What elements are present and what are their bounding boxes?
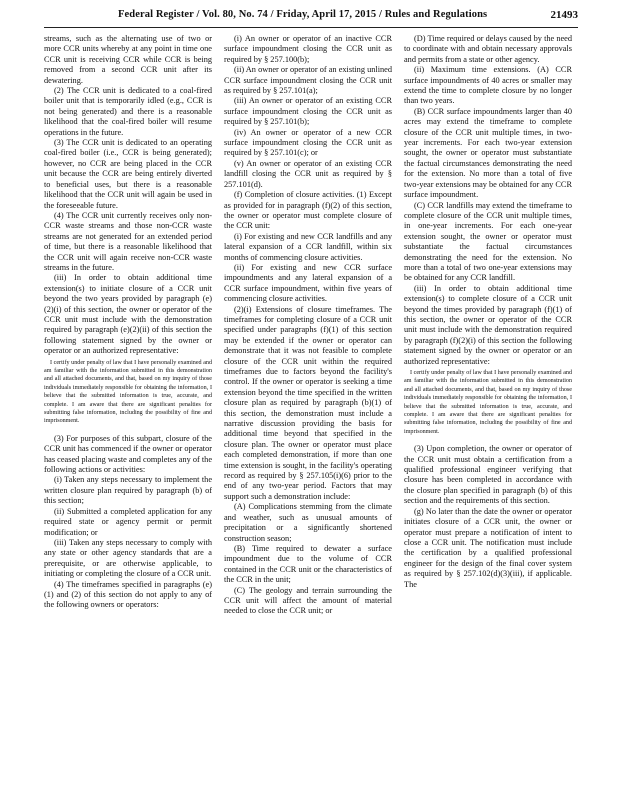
column-2 [224, 34, 392, 617]
paragraph: (iii) An owner or operator of an existing CCR surface impoundment closing the CCR unit as required by § 257.101(b); [224, 96, 392, 127]
page-number: 21493 [550, 9, 578, 21]
paragraph: (B) Time required to dewater a surface impoundment due to the volume of CCR contained in the CCR unit or the characteristics of the CCR in the unit; [224, 543, 392, 585]
paragraph: (iii) In order to obtain additional time extension(s) to initiate closure of a CCR unit beyond the two years provided by paragraph (e)(2)(i) of this section, the owner or operator of the CCR unit must include with the demonstration required by paragraph (e)(2)(ii) of this section the following statement signed by the owner or operator or an authorized representative: [44, 273, 212, 356]
paragraph: streams, such as the alternating use of two or more CCR units whereby at any point in time one CCR unit is receiving CCR while CCR is being removed from a second CCR unit after its dewatering. [44, 34, 212, 85]
paragraph: (v) An owner or operator of an existing CCR landfill closing the CCR unit as required by § 257.101(d). [224, 158, 392, 189]
paragraph: (i) For existing and new CCR landfills and any lateral expansion of a CCR landfill, within six months of commencing closure activities. [224, 231, 392, 262]
paragraph: (2)(i) Extensions of closure timeframes. The timeframes for completing closure of a CCR unit specified under paragraphs (f)(1) of this section may be extended if the owner or operator can demonstrate that it was not feasible to complete closure of the CCR unit within the required timeframes due to factors beyond the facility's control. If the owner or operator is seeking a time extension beyond the time specified in the written closure plan as required by paragraph (b)(1) of this section, the demonstration must include a narrative discussion providing the basis for additional time beyond that specified in the closure plan. The owner or operator must place each completed demonstration, if more than one time extension is sought, in the facility's operating record as required by § 257.105(i)(6) prior to the end of any two-year period. Factors that may support such a demonstration include: [224, 304, 392, 501]
paragraph: (C) The geology and terrain surrounding the CCR unit will affect the amount of material needed to close the CCR unit; or [224, 585, 392, 616]
paragraph: (4) The CCR unit currently receives only non-CCR waste streams and those non-CCR waste streams are not generated for an extended period of time, but there is a reasonable likelihood that the CCR unit will again receive non-CCR waste streams in the future. [44, 210, 212, 272]
paragraph: (ii) An owner or operator of an existing unlined CCR surface impoundment closing the CCR unit as required by § 257.101(a); [224, 65, 392, 96]
paragraph: (iii) In order to obtain additional time extension(s) to complete closure of a CCR unit beyond the times provided by paragraph (f)(1) of this section, the owner or operator of the CCR unit must include with the demonstration required by paragraph (f)(2)(i) of this section the following statement signed by the owner or operator or an authorized representative: [404, 283, 572, 366]
paragraph: (D) Time required or delays caused by the need to coordinate with and obtain necessary approvals and permits from a state or other agency. [404, 34, 572, 64]
paragraph: (iii) Taken any steps necessary to comply with any state or other agency standards that are a prerequisite, or are otherwise applicable, to initiating or completing the closure of a CCR unit. [44, 537, 212, 579]
paragraph: (ii) Maximum time extensions. (A) CCR surface impoundments of 40 acres or smaller may extend the time to complete closure by no longer than two years. [404, 65, 572, 106]
column-1 [44, 34, 212, 611]
paragraph: (ii) For existing and new CCR surface impoundments and any lateral expansion of a CCR surface impoundment, within five years of commencing closure activities. [224, 262, 392, 304]
paragraph: (2) The CCR unit is dedicated to a coal-fired boiler unit that is temporarily idled (e.g., CCR is not being generated) and there is a reasonable likelihood that the coal-fired boiler will resume operations in the future. [44, 86, 212, 137]
paragraph: (3) The CCR unit is dedicated to an operating coal-fired boiler (i.e., CCR is being generated); however, no CCR are being placed in the CCR unit because the CCR are being entirely diverted to beneficial uses, but there is a reasonable likelihood that the CCR unit will again be used in the foreseeable future. [44, 138, 212, 210]
paragraph: (C) CCR landfills may extend the timeframe to complete closure of the CCR unit multiple times, in one-year increments. For each one-year extension sought, the owner or operator must substantiate the factual circumstances demonstrating the need for the extension. No more than a total of two one-year extensions may be obtained for any CCR landfill. [404, 200, 572, 283]
paragraph: (3) For purposes of this subpart, closure of the CCR unit has commenced if the owner or operator has ceased placing waste and completes any of the following actions or activities: [44, 433, 212, 475]
paragraph: (f) Completion of closure activities. (1) Except as provided for in paragraph (f)(2) of this section, the owner or operator must complete closure of the CCR unit: [224, 190, 392, 231]
paragraph: (4) The timeframes specified in paragraphs (e)(1) and (2) of this section do not apply to any of the following owners or operators: [44, 579, 212, 610]
paragraph: (3) Upon completion, the owner or operator of the CCR unit must obtain a certification from a qualified professional engineer verifying that closure has been completed in accordance with the closure plan specified in paragraph (b) of this section and the requirements of this section. [404, 444, 572, 506]
paragraph: (ii) Submitted a completed application for any required state or agency permit or permit modification; or [44, 506, 212, 537]
paragraph: (A) Complications stemming from the climate and weather, such as unusual amounts of precipitation or a significantly shortened construction season; [224, 502, 392, 543]
header-rule [44, 27, 578, 28]
certification-statement: I certify under penalty of law that I have personally examined and am familiar with the information submitted in this demonstration and all attached documents, and that, based on my inquiry of those individuals immediately responsible for obtaining the information, I believe that the submitted information is true, accurate, and complete. I am aware that there are significant penalties for submitting false information, including the possibility of fine and imprisonment. [404, 370, 572, 435]
running-head: Federal Register / Vol. 80, No. 74 / Friday, April 17, 2015 / Rules and Regulations [118, 9, 488, 20]
certification-statement: I certify under penalty of law that I have personally examined and am familiar with the information submitted in this demonstration and all attached documents, and that, based on my inquiry of those individuals immediately responsible for obtaining the information, I believe that the submitted information is true, accurate, and complete. I am aware that there are significant penalties for submitting false information, including the possibility of fine and imprisonment. [44, 359, 212, 425]
page-header [44, 9, 578, 25]
column-3 [404, 34, 572, 590]
paragraph: (g) No later than the date the owner or operator initiates closure of a CCR unit, the owner or operator must prepare a notification of intent to close a CCR unit. The notification must include the certification by a qualified professional engineer for the design of the final cover system as required by § 257.102(d)(3)(iii), if applicable. The [404, 506, 572, 589]
paragraph: (iv) An owner or operator of a new CCR surface impoundment closing the CCR unit as required by § 257.101(c); or [224, 127, 392, 158]
paragraph: (i) Taken any steps necessary to implement the written closure plan required by paragraph (b) of this section; [44, 475, 212, 506]
paragraph: (i) An owner or operator of an inactive CCR surface impoundment closing the CCR unit as required by § 257.100(b); [224, 34, 392, 64]
paragraph: (B) CCR surface impoundments larger than 40 acres may extend the timeframe to complete closure of the CCR unit multiple times, in two-year increments. For each two-year extension sought, the owner or operator must substantiate the factual circumstances demonstrating the need for the extension. No more than a total of five two-year extensions may be obtained for any CCR surface impoundment. [404, 106, 572, 200]
